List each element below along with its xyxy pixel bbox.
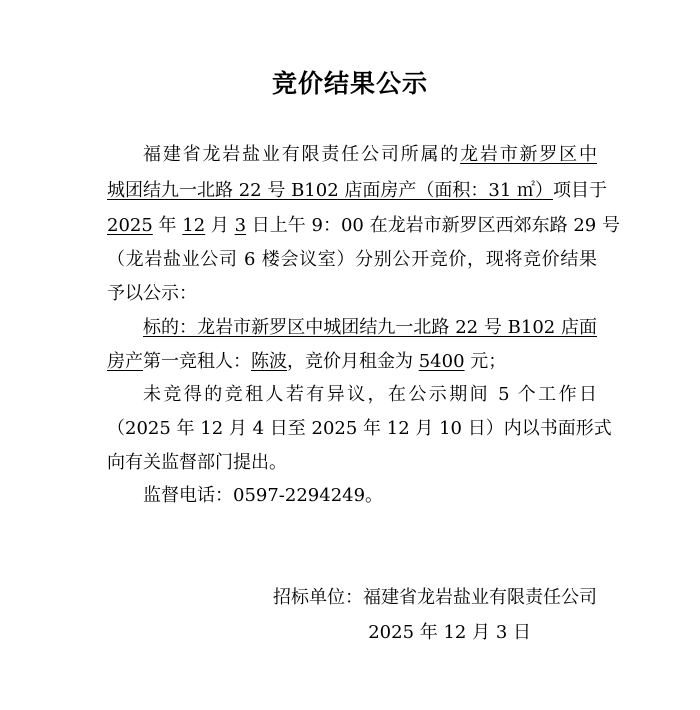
underlined-property: 城团结九一北路 22 号 B102 店面房产（面积：31 ㎡） xyxy=(107,180,553,201)
paragraph-text: （2025 年 12 月 4 日至 2025 年 12 月 10 日）内以书面形式 xyxy=(107,418,612,439)
underlined-location: 龙岩市新罗区中 xyxy=(460,144,598,165)
paragraph-text: 向有关监督部门提出。 xyxy=(107,452,287,473)
underlined-year: 2025 xyxy=(107,215,153,236)
paragraph-text: 予以公示： xyxy=(107,283,197,304)
paragraph-3-line-3 xyxy=(107,450,597,476)
paragraph-text: 项目于 xyxy=(553,180,607,201)
paragraph-1-line-3 xyxy=(107,213,620,239)
paragraph-1-line-4 xyxy=(107,247,597,273)
paragraph-3-line-2 xyxy=(107,416,612,442)
page-title: 竞价结果公示 xyxy=(271,69,428,98)
paragraph-1-line-5 xyxy=(107,281,597,307)
paragraph-2-line-2 xyxy=(107,349,597,375)
paragraph-4-line-1 xyxy=(107,483,597,509)
signature-unit xyxy=(107,585,597,611)
paragraph-text: 月 xyxy=(205,215,235,236)
paragraph-text: （龙岩盐业公司 6 楼会议室）分别公开竞价，现将竞价结果 xyxy=(107,249,597,270)
signature-date-text: 2025 年 12 月 3 日 xyxy=(368,622,531,643)
underlined-month: 12 xyxy=(182,215,206,236)
underlined-target: 标的：龙岩市新罗区中城团结九一北路 22 号 B102 店面 xyxy=(143,317,597,338)
underlined-property-end: 房产 xyxy=(107,351,143,372)
supervision-phone: 监督电话：0597-2294249。 xyxy=(143,485,384,506)
paragraph-text: 年 xyxy=(152,215,183,236)
paragraph-text: ，竞价月租金为 xyxy=(287,351,419,372)
paragraph-text: 第一竞租人： xyxy=(143,351,251,372)
paragraph-text: 日上午 9：00 在龙岩市新罗区西郊东路 29 号 xyxy=(246,215,620,236)
winner-name: 陈波 xyxy=(251,351,287,372)
paragraph-text: 元； xyxy=(464,351,507,372)
signature-date xyxy=(107,620,531,646)
paragraph-text: 未竞得的竞租人若有异议，在公示期间 5 个工作日 xyxy=(143,384,597,405)
paragraph-1-line-2 xyxy=(107,178,607,204)
rent-amount: 5400 xyxy=(418,351,465,372)
signature-unit-text: 招标单位：福建省龙岩盐业有限责任公司 xyxy=(273,587,597,608)
paragraph-2-line-1 xyxy=(107,315,597,341)
paragraph-3-line-1 xyxy=(107,382,597,408)
underlined-day: 3 xyxy=(234,215,247,236)
paragraph-text: 福建省龙岩盐业有限责任公司所属的 xyxy=(143,144,461,165)
paragraph-1-line-1 xyxy=(107,142,597,168)
